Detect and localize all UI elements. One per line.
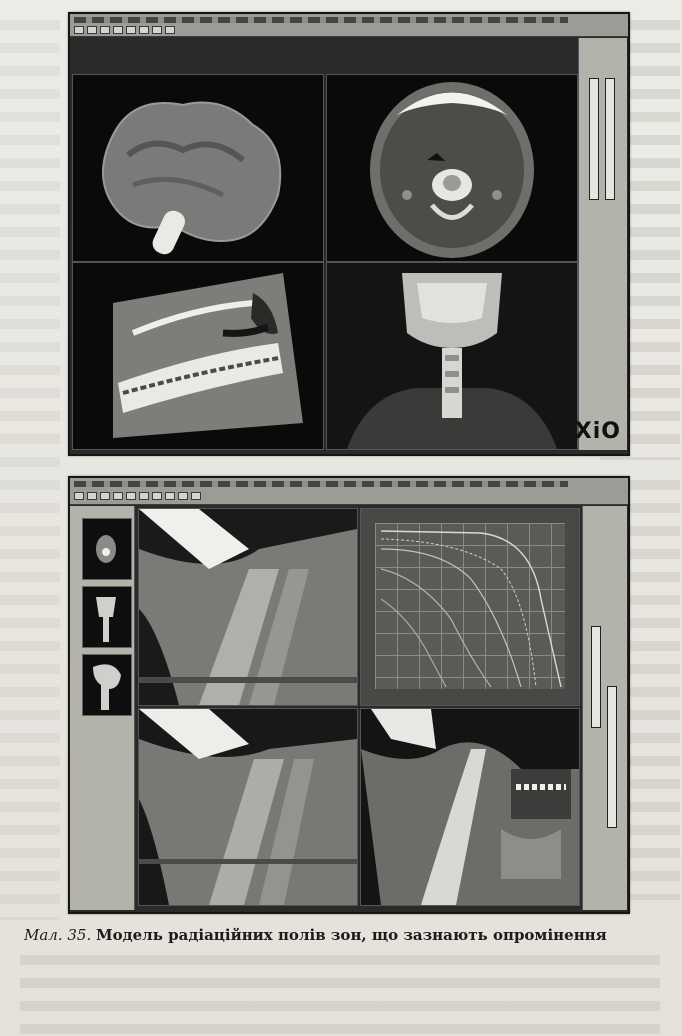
figure-caption (24, 926, 664, 944)
xio-logo: XiO (574, 419, 621, 444)
thumbnail-axial[interactable] (82, 518, 132, 580)
viewport-dose-sagittal-1[interactable] (138, 508, 358, 706)
thumbnail-coronal[interactable] (82, 586, 132, 648)
bottom-toolbar (74, 492, 508, 500)
viewport-sagittal[interactable] (72, 262, 324, 450)
coronal-ct-slice (327, 263, 577, 449)
bottom-side-panel (582, 506, 627, 910)
level-slider[interactable] (605, 78, 615, 200)
menu-strip (74, 481, 568, 487)
tool-button[interactable] (191, 492, 201, 500)
tool-button[interactable] (152, 492, 162, 500)
tool-button[interactable] (113, 492, 123, 500)
tool-button[interactable] (100, 26, 110, 34)
tool-button[interactable] (139, 26, 149, 34)
tool-button[interactable] (139, 492, 149, 500)
thumbnail-sagittal[interactable] (82, 654, 132, 716)
viewport-axial[interactable] (326, 74, 578, 262)
tool-button[interactable] (152, 26, 162, 34)
dose-field-2 (139, 709, 357, 905)
top-side-panel (574, 38, 627, 450)
viewport-dvh-graph[interactable] (360, 508, 580, 706)
tool-button[interactable] (74, 492, 84, 500)
bottom-menubar (70, 478, 628, 505)
tool-button[interactable] (178, 492, 188, 500)
tool-button[interactable] (87, 492, 97, 500)
sagittal-ct-slice (73, 263, 323, 449)
viewport-dose-sagittal-3[interactable] (360, 708, 580, 906)
dose-field-1 (139, 509, 357, 705)
tool-button[interactable] (165, 26, 175, 34)
menu-strip (74, 17, 568, 23)
top-toolbar (74, 26, 508, 34)
dvh-curves (361, 509, 579, 705)
dose-slider[interactable] (591, 626, 601, 728)
viewport-coronal[interactable] (326, 262, 578, 450)
viewport-3d-render[interactable] (72, 74, 324, 262)
3d-skull-render (73, 75, 323, 261)
tool-button[interactable] (165, 492, 175, 500)
axial-ct-slice (327, 75, 577, 261)
tool-button[interactable] (113, 26, 123, 34)
window-slider[interactable] (589, 78, 599, 200)
top-menubar (70, 14, 628, 37)
caption-label: Мал. 35. (24, 926, 92, 944)
tool-button[interactable] (100, 492, 110, 500)
tool-button[interactable] (126, 492, 136, 500)
thumbnail-strip (70, 506, 135, 910)
isodose-slider[interactable] (607, 686, 617, 828)
tool-button[interactable] (126, 26, 136, 34)
tool-button[interactable] (74, 26, 84, 34)
caption-text: Модель радіаційних полів зон, що зазнають опромінення (96, 926, 607, 944)
top-screenshot (68, 12, 630, 456)
dose-field-3 (361, 709, 579, 905)
tool-button[interactable] (87, 26, 97, 34)
viewport-dose-sagittal-2[interactable] (138, 708, 358, 906)
bottom-screenshot (68, 476, 630, 914)
